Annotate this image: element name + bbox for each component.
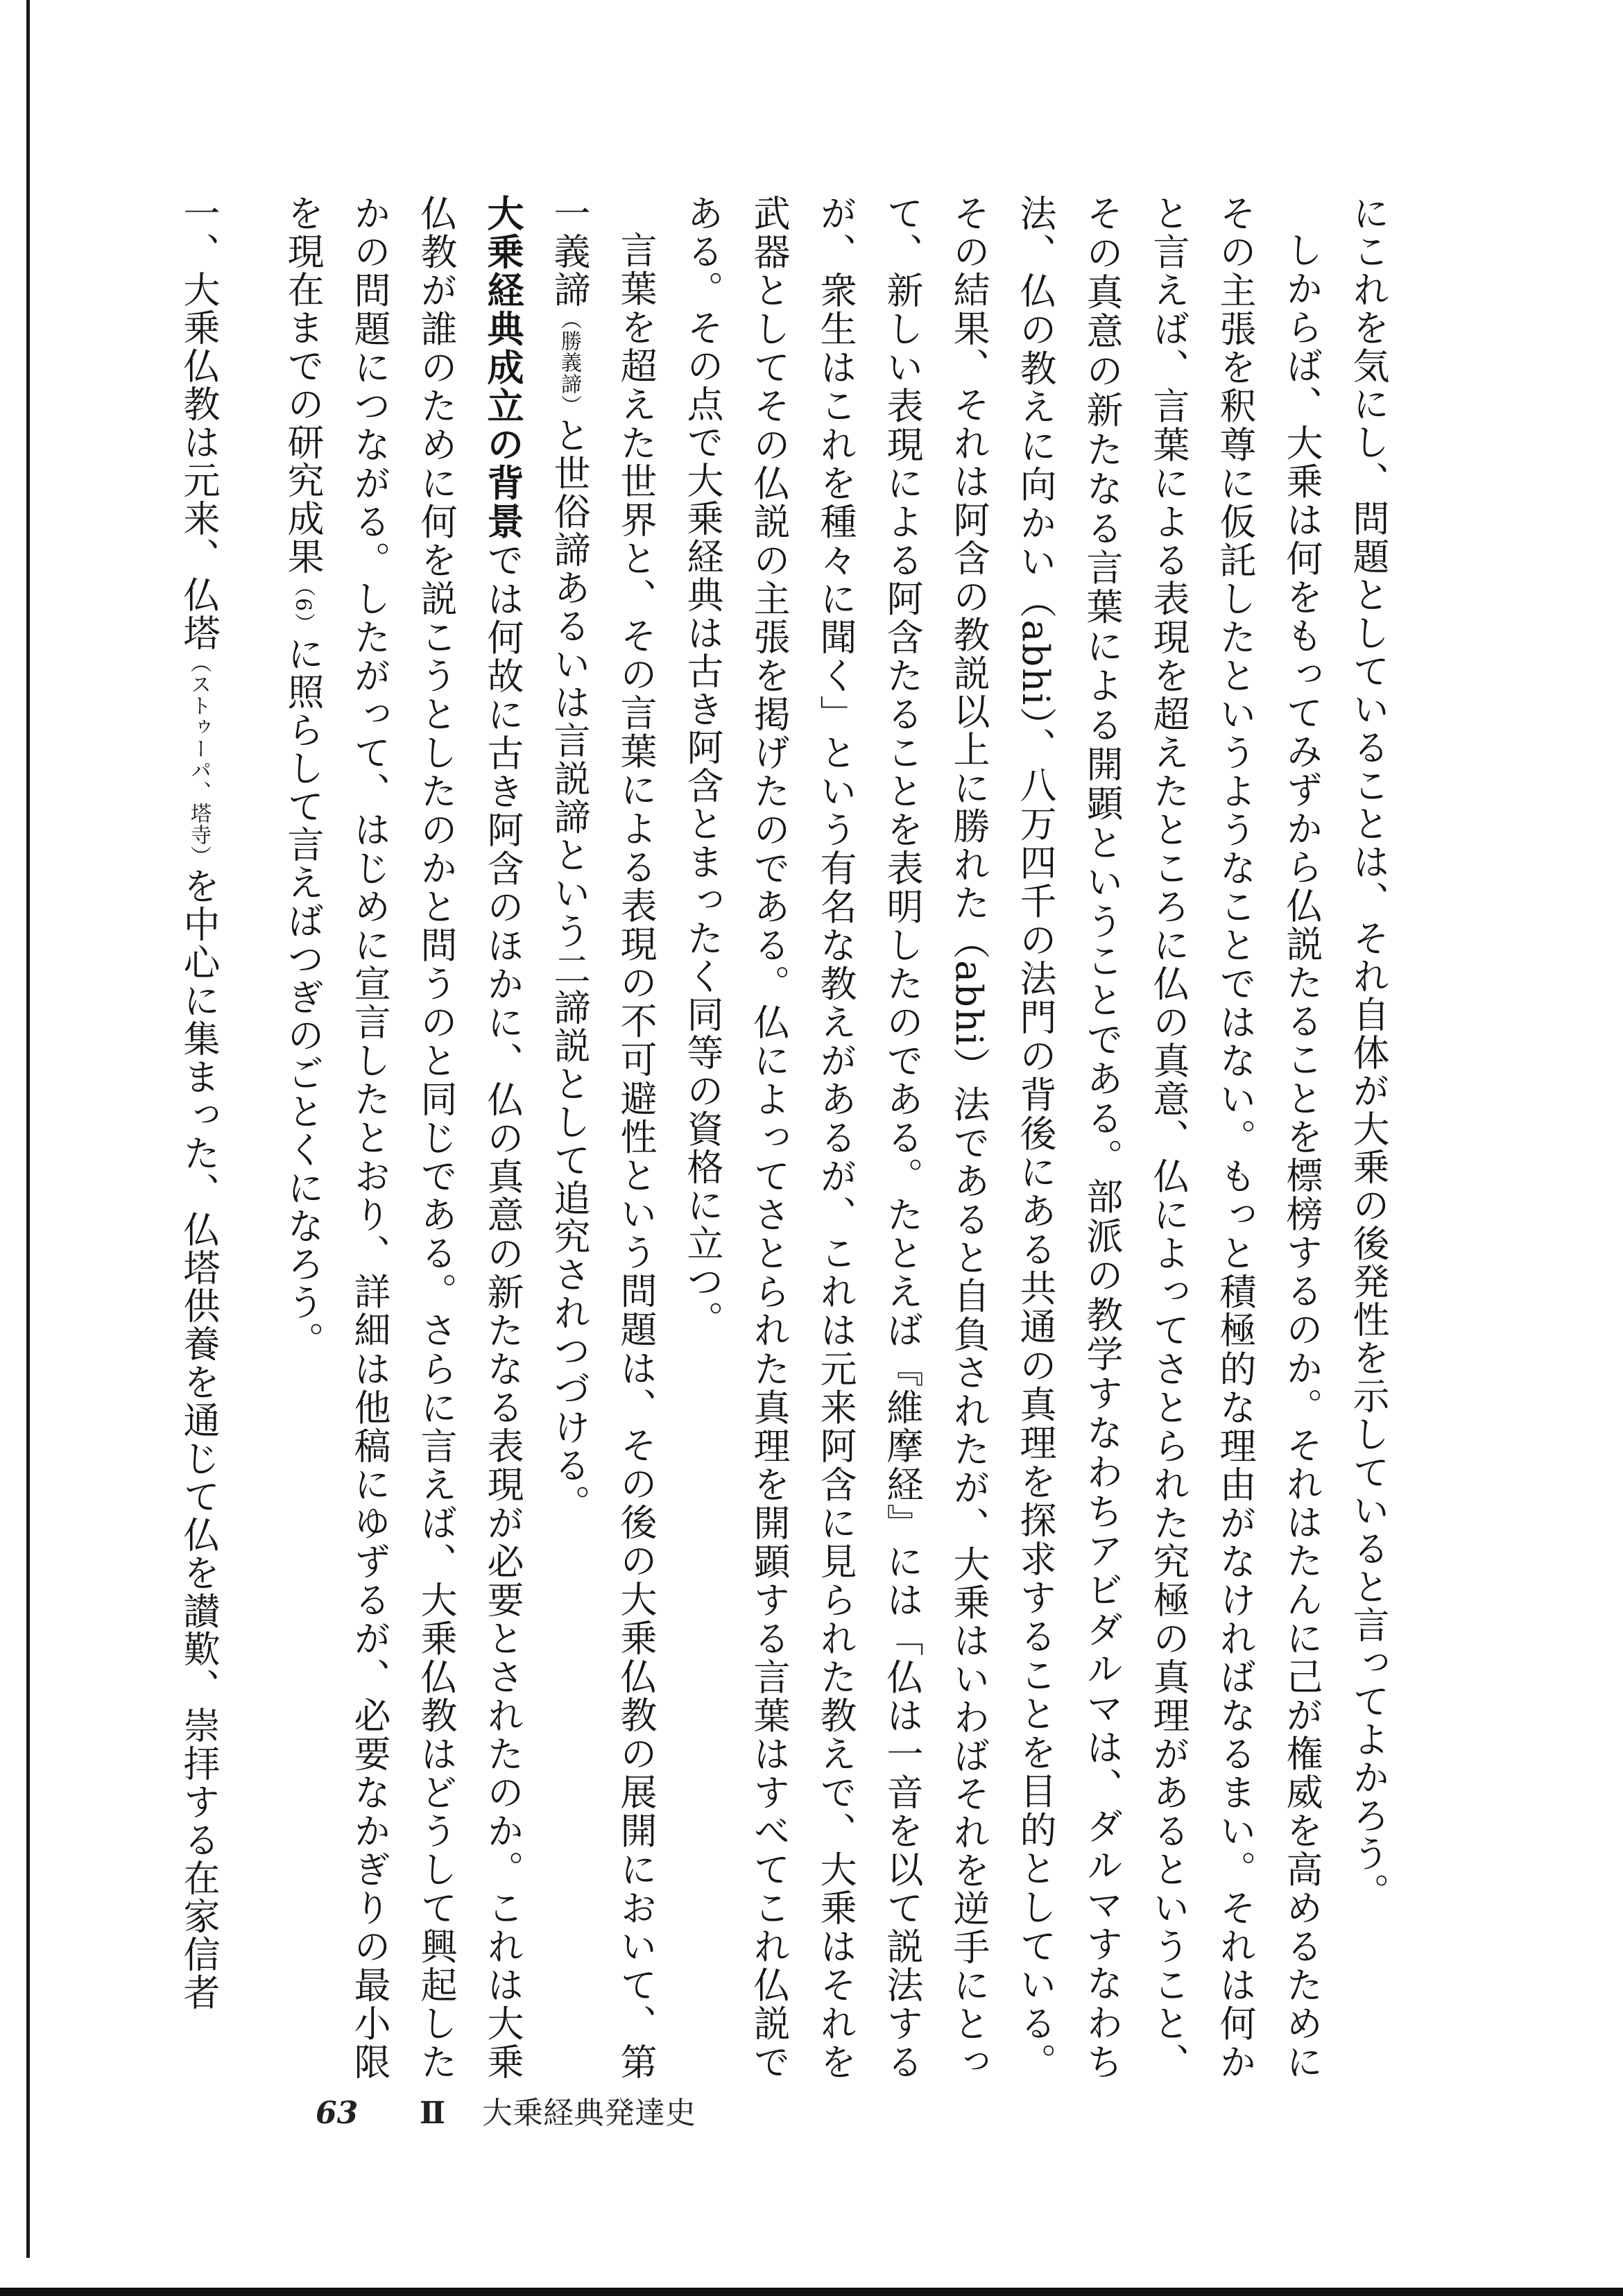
footnote-reference: （6） [291,576,315,635]
inline-note-stupa: （ストゥーパ、塔寺） [187,652,211,867]
section-paragraph: 大乗経典成立の背景では何故に古き阿含のほかに、仏の真意の新たなる表現が必要とされたのか。これは大乗仏教が誰のために何を説こうとしたのかと問うのと同じである。さらに言えば、大乗仏教はどうして興起したかの問題につながる。したがって、はじめに宣言したとおり、詳細は他稿にゆずるが、必要なかぎりの最小限を現在までの研究成果（6）に照らして言えばつぎのごとくになろう。 [282,194,524,2082]
scan-bottom-edge [0,2288,1623,2296]
inline-note-shogitai: （勝義諦） [557,309,581,416]
part-numeral: Ⅱ [420,2096,446,2131]
list-item-1: 一、大乗仏教は元来、仏塔（ストゥーパ、塔寺）を中心に集まった、仏塔供養を通じて仏を讃歎、崇拝する在家信者 [178,194,220,2012]
paragraph-1: にこれを気にし、問題としていることは、それ自体が大乗の後発性を示していると言ってよかろう。 [1347,194,1389,1911]
paragraph-2: しからば、大乗は何をもってみずから仏説たることを標榜するのか。それはたんに己が権威を高めるためにその主張を釈尊に仮託したというようなことではない。もっと積極的な理由がなければなるまい。それは何かと言えば、言葉による表現を超えたところに仏の真意、仏によってさとられた究極の真理があるということ、その真意の新たなる言葉による開顕ということである。部派の教学すなわちアビダルマは、ダルマすなわち法、仏の教えに向かい（abhi）、八万四千の法門の背後にある共通の真理を探求することを目的としている。その結果、それは阿含の教説以上に勝れた（abhi）法であると自負されたが、大乗はいわばそれを逆手にとって、新しい表現による阿含たることを表明したのである。たとえば『維摩経』には「仏は一音を以て説法するが、衆生はこれを種々に聞く」という有名な教えがあるが、これは元来阿含に見られた教えで、大乗はそれを武器としてその仏説の主張を掲げたのである。仏によってさとられた真理を開顕する言葉はすべてこれ仏説である。その点で大乗経典は古き阿含とまったく同等の資格に立つ。 [681,194,1323,2081]
paragraph-3: 言葉を超えた世界と、その言葉による表現の不可避性という問題は、その後の大乗仏教の展開において、第一義諦（勝義諦）と世俗諦あるいは言説諦という二諦説として追究されつづける。 [548,194,657,2081]
page-number: 63 [316,2096,359,2131]
binding-edge-line [26,0,30,2258]
section-heading: 大乗経典成立の背景 [481,194,524,541]
body-text [178,194,1401,2082]
running-title: 大乗経典発達史 [482,2096,696,2131]
page-footer [316,2088,696,2132]
list-item-number: 一、 [178,194,220,271]
